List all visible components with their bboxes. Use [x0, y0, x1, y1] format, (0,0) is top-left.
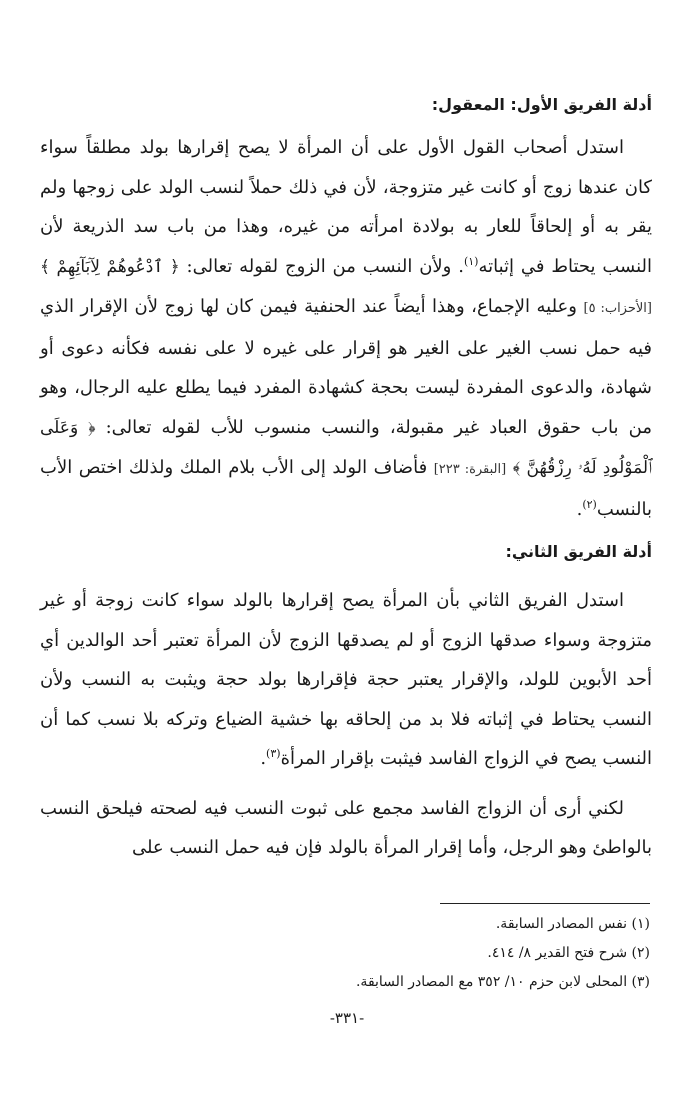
footnotes	[90, 910, 650, 997]
footnote-3: (٣) المحلى لابن حزم ١٠/ ٣٥٢ مع المصادر السابقة.	[355, 974, 650, 990]
paragraph-text: استدل أصحاب القول الأول على أن المرأة لا يصح إقرارها بولد مطلقاً سواء كان عندها زوج أو كانت غير متزوجة، لأن في ذلك حملاً لنسب الولد على زوجها ولم يقر به أو إلحاقاً للعار به بولادة امرأته من غيره، وهذا من باب سد الذريعة لأن النسب يحتاط في إثباته	[40, 137, 652, 277]
heading-first-group-evidence: أدلة الفريق الأول: المعقول:	[431, 95, 652, 114]
footnote-ref-2[interactable]: (٢)	[582, 497, 597, 511]
paragraph-text: .	[260, 748, 267, 769]
paragraph-second-group	[40, 581, 652, 779]
footnote-ref-3[interactable]: (٣)	[266, 747, 281, 760]
footnote-ref-1[interactable]: (١)	[463, 254, 479, 268]
footnote-2: (٢) شرح فتح القدير ٨/ ٤١٤.	[487, 945, 650, 961]
paragraph-author-opinion: لكني أرى أن الزواج الفاسد مجمع على ثبوت النسب فيه لصحته فيلحق النسب بالواطئ وهو الرجل، وأما إقرار المرأة بالولد فإن فيه حمل النسب على	[40, 797, 652, 858]
main-text	[40, 90, 652, 868]
quran-verse: ﴿ وَعَلَى ٱلْمَوْلُودِ لَهُۥ رِزْقُهُنَّ ﴾	[40, 417, 652, 478]
paragraph-text: . ولأن النسب من الزوج لقوله تعالى:	[186, 255, 464, 277]
footnote-1: (١) نفس المصادر السابقة.	[495, 916, 650, 932]
paragraph-text: .	[576, 498, 583, 520]
quran-verse: ﴿ ٱدْعُوهُمْ لِآبَآئِهِمْ ﴾	[40, 256, 180, 277]
paragraph-text: استدل الفريق الثاني بأن المرأة يصح إقرارها بالولد سواء كانت زوجة أو غير متزوجة وسواء صدقها الزوج أو لم يصدقها الزوج لأن المرأة تعتبر أحد الوالدين أي أحد الأبوين للولد، والإقرار يعتبر حجة فإقرارها بولد حجة ويثبت به النسب ولأن النسب يحتاط في إثباته فلا بد من إلحاقه بها خشية الضياع وتركه بلا نسب كما أن النسب يصح في الزواج الفاسد فيثبت بإقرار المرأة	[40, 590, 652, 769]
footnote-divider	[440, 903, 650, 904]
paragraph-text: وعليه الإجماع، وهذا أيضاً عند الحنفية فيمن كان لها زوج لأن الإقرار الذي فيه حمل نسب الغير على الغير هو إقرار على غيره لا على نفسه فكأنه دعوى أو شهادة، والدعوى المفردة ليست بحجة كشهادة المفرد فيما يطلع عليه الرجال، وهو من باب حقوق العباد غير مقبولة، والنسب منسوب للأب لقوله تعالى:	[40, 296, 652, 438]
page-number: -٣٣١-	[329, 1009, 365, 1027]
paragraph-first-group	[40, 128, 652, 529]
paragraph-text: فأضاف الولد إلى الأب بلام الملك ولذلك اختص الأب بالنسب	[40, 457, 652, 520]
verse-citation: [البقرة: ٢٢٣]	[433, 462, 507, 477]
verse-citation: [الأحزاب: ٥]	[583, 301, 652, 316]
heading-second-group-evidence: أدلة الفريق الثاني:	[505, 542, 652, 561]
